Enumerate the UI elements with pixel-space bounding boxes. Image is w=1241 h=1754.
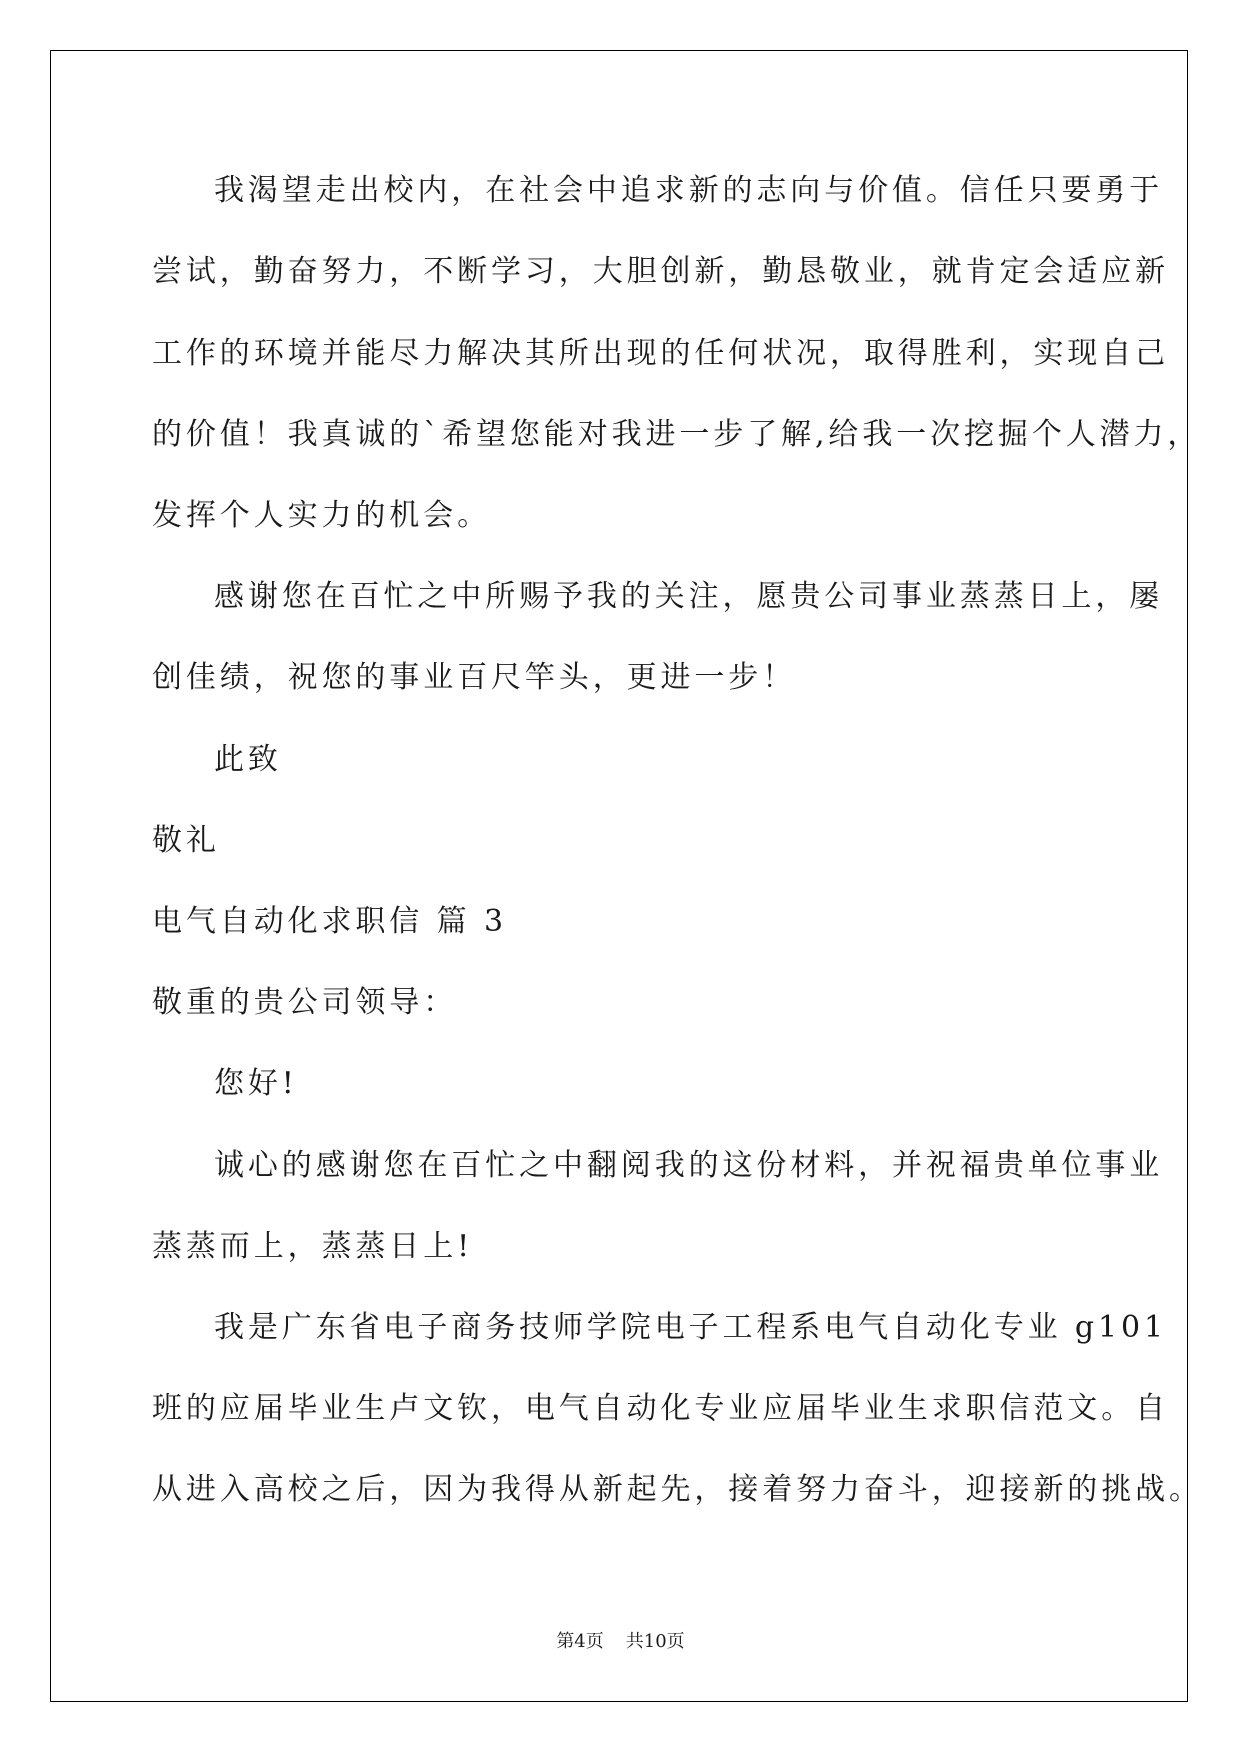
page-footer <box>0 1631 1241 1653</box>
body-line-6: 感谢您在百忙之中所赐予我的关注，愿贵公司事业蒸蒸日上，屡 <box>214 579 1164 614</box>
body-line-7: 创佳绩，祝您的事业百尺竿头，更进一步！ <box>152 660 797 695</box>
body-line-13: 诚心的感谢您在百忙之中翻阅我的这份材料，并祝福贵单位事业 <box>214 1148 1164 1183</box>
closing-regards: 敬礼 <box>152 823 220 858</box>
closing-salutation: 此致 <box>214 742 282 777</box>
page-number: 第4页 <box>556 1631 604 1652</box>
body-line-14: 蒸蒸而上，蒸蒸日上! <box>152 1229 474 1264</box>
page-total: 共10页 <box>625 1631 685 1652</box>
body-line-5: 发挥个人实力的机会。 <box>152 498 491 533</box>
body-line-3: 工作的环境并能尽力解决其所出现的任何状况，取得胜利，实现自己 <box>152 336 1169 371</box>
body-line-15: 我是广东省电子商务技师学院电子工程系电气自动化专业 g101 <box>214 1310 1167 1345</box>
greeting: 您好! <box>214 1066 298 1101</box>
body-line-17: 从进入高校之后，因为我得从新起先，接着努力奋斗，迎接新的挑战。 <box>152 1472 1203 1507</box>
body-line-2: 尝试，勤奋努力，不断学习，大胆创新，勤恳敬业，就肯定会适应新 <box>152 254 1169 289</box>
section-heading: 电气自动化求职信 篇 3 <box>152 904 507 939</box>
letter-addressee: 敬重的贵公司领导： <box>152 985 458 1020</box>
body-line-16: 班的应届毕业生卢文钦，电气自动化专业应届毕业生求职信范文。自 <box>152 1391 1169 1426</box>
page-border <box>50 50 1188 1702</box>
body-line-1: 我渴望走出校内，在社会中追求新的志向与价值。信任只要勇于 <box>214 173 1164 208</box>
body-line-4: 的价值！我真诚的`希望您能对我进一步了解,给我一次挖掘个人潜力， <box>152 417 1202 452</box>
